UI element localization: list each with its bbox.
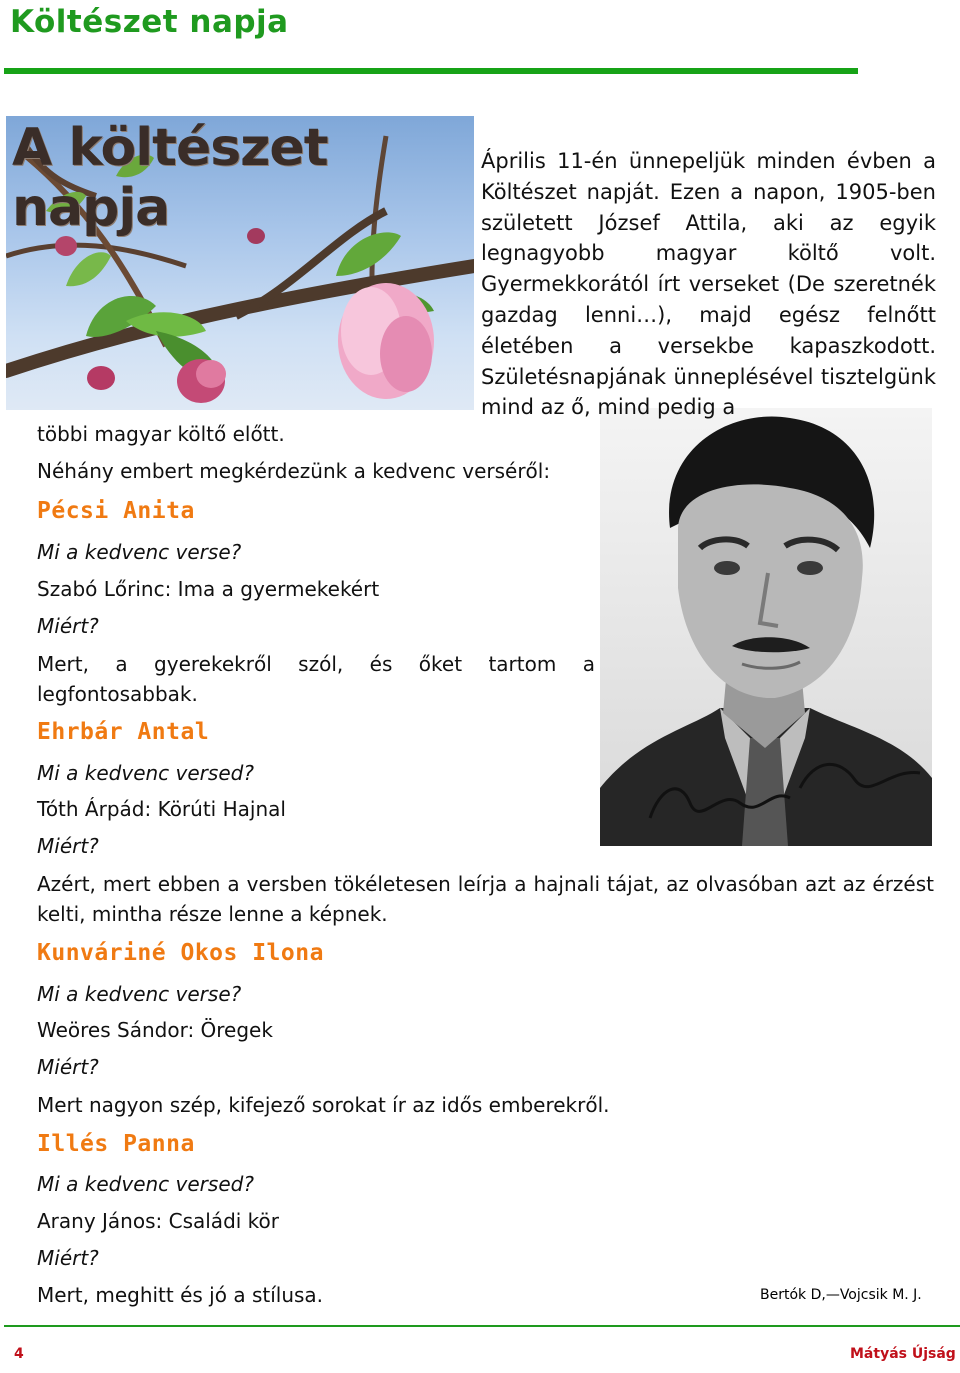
reason: Mert, meghitt és jó a stílusa. [37,1283,324,1307]
portrait-illustration [600,408,932,846]
reason: Mert nagyon szép, kifejező sorokat ír az idős emberekről. [37,1093,610,1117]
why-question: Miért? [37,1055,99,1079]
interviewee-name: Kunváriné Okos Ilona [37,940,324,966]
portrait-photo [600,408,932,846]
question: Mi a kedvenc versed? [37,1172,254,1196]
question: Mi a kedvenc versed? [37,761,254,785]
intro-paragraph-end: többi magyar költő előtt. [37,422,285,446]
favorite-poem: Weöres Sándor: Öregek [37,1018,273,1042]
favorite-poem: Szabó Lőrinc: Ima a gyermekekért [37,577,380,601]
page-title: Költészet napja [10,4,289,40]
question: Mi a kedvenc verse? [37,540,242,564]
favorite-poem: Arany János: Családi kör [37,1209,280,1233]
interviewee-name: Ehrbár Antal [37,719,210,745]
reason: Mert, a gyerekekről szól, és őket tartom a legfontosabbak. [37,652,595,706]
favorite-poem: Tóth Árpád: Körúti Hajnal [37,797,286,821]
reason: Azért, mert ebben a versben tökéletesen leírja a hajnali tájat, az olvasóban azt az érzést kelti, mintha része lenne a képnek. [37,872,934,926]
question: Mi a kedvenc verse? [37,982,242,1006]
footer-divider [4,1325,960,1327]
why-question: Miért? [37,1246,99,1270]
interview-lead: Néhány embert megkérdezünk a kedvenc verséről: [37,459,551,483]
page-number: 4 [14,1346,24,1362]
photo-title: A költészet napja [12,118,328,238]
publication-name: Mátyás Újság [850,1346,956,1362]
interviewee-name: Illés Panna [37,1131,195,1157]
author-credit: Bertók D,—Vojcsik M. J. [760,1287,922,1303]
interviewee-name: Pécsi Anita [37,498,195,524]
blossom-photo [6,116,474,410]
header-divider [4,68,858,74]
intro-paragraph: Április 11-én ünnepeljük minden évben a Költészet napját. Ezen a napon, 1905-ben született József Attila, aki az egyik legnagyobb magyar költő volt. Gyermekkorától írt verseket (De szeretnék gazdag lenni…), majd egész felnőtt életében a versekbe kapaszkodott. Születésnapjának ünneplésével tisztelgünk mind az ő, mind pedig a [481,149,936,420]
why-question: Miért? [37,834,99,858]
why-question: Miért? [37,614,99,638]
